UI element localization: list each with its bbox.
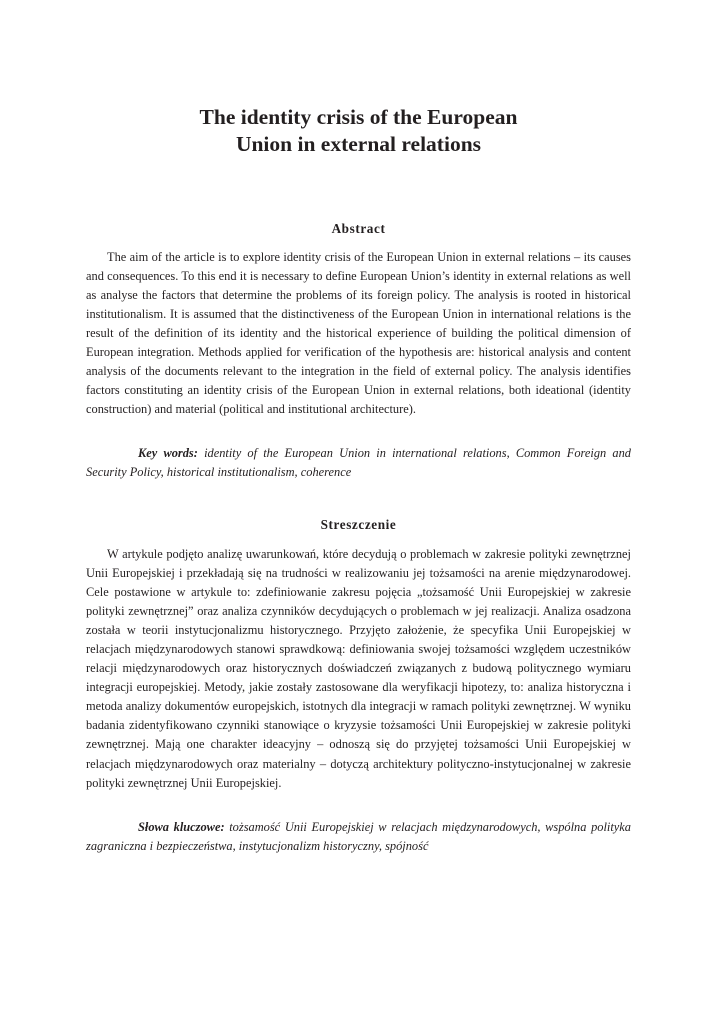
abstract-keywords-label: Key words: — [138, 446, 198, 460]
streszczenie-heading: Streszczenie — [320, 517, 397, 532]
streszczenie-keywords-label: Słowa kluczowe: — [138, 820, 225, 834]
streszczenie-keywords — [86, 818, 631, 856]
abstract-keywords — [86, 444, 631, 482]
paper-title — [86, 104, 631, 158]
abstract-body: The aim of the article is to explore identity crisis of the European Union in external relations – its causes and consequences. To this end it is necessary to define European Union’s identity in external relations as well as analyse the factors that determine the problems of its foreign policy. The analysis is rooted in historical institutionalism. It is assumed that the distinctiveness of the European Union in international relations is the result of the definition of its identity and the historical experience of building the political dimension of European integration. Methods applied for verification of the hypothesis are: historical analysis and content analysis of the documents relevant to the integration in the field of external policy. The analysis identifies factors constituting an identity crisis of the European Union in external relations, both ideational (identity construction) and material (political and institutional architecture). — [86, 250, 631, 417]
paper-title-line-2: Union in external relations — [235, 132, 482, 156]
streszczenie-body: W artykule podjęto analizę uwarunkowań, które decydują o problemach w zakresie polityki zewnętrznej Unii Europejskiej i przekładają się na trudności w realizowaniu jej tożsamości na arenie międzynarodowej. Cele postawione w artykule to: zdefiniowanie zakresu pojęcia „tożsamość Unii Europejskiej w zakresie polityki zewnętrznej” oraz analiza czynników decydujących o problemach w jej realizacji. Analiza osadzona została w teorii instytucjonalizmu historycznego. Przyjęto założenie, że specyfika Unii Europejskiej w relacjach międzynarodowych stanowi sprawdkową: definiowania swojej tożsamości względem uczestników relacji międzynarodowych oraz historycznych doświadczeń związanych z budową politycznego wymiaru integracji europejskiej. Metody, jakie zostały zastosowane dla weryfikacji hipotezy, to: analiza historyczna i metoda analizy dokumentów europejskich, istotnych dla integracji w ramach polityki zewnętrznej. W wyniku badania zidentyfikowano czynniki stanowiące o kryzysie tożsamości Unii Europejskiej w zakresie polityki zewnętrznej. Mają one charakter ideacyjny – odnoszą się do przyjętej tożsamości Unii Europejskiej w relacjach międzynarodowych oraz materialny – dotyczą architektury polityczno-instytucjonalnej w zakresie polityki zewnętrznej Unii Europejskiej. — [86, 547, 631, 790]
streszczenie-keywords-text: tożsamość Unii Europejskiej w relacjach międzynarodowych, wspólna polityka zagraniczna i bezpieczeństwa, instytucjonalizm historyczny, spójność — [86, 820, 631, 854]
abstract-keywords-text: identity of the European Union in international relations, Common Foreign and Security Policy, historical institutionalism, coherence — [86, 446, 631, 480]
abstract-heading: Abstract — [331, 221, 386, 236]
paper-title-line-1: The identity crisis of the European — [199, 105, 518, 129]
